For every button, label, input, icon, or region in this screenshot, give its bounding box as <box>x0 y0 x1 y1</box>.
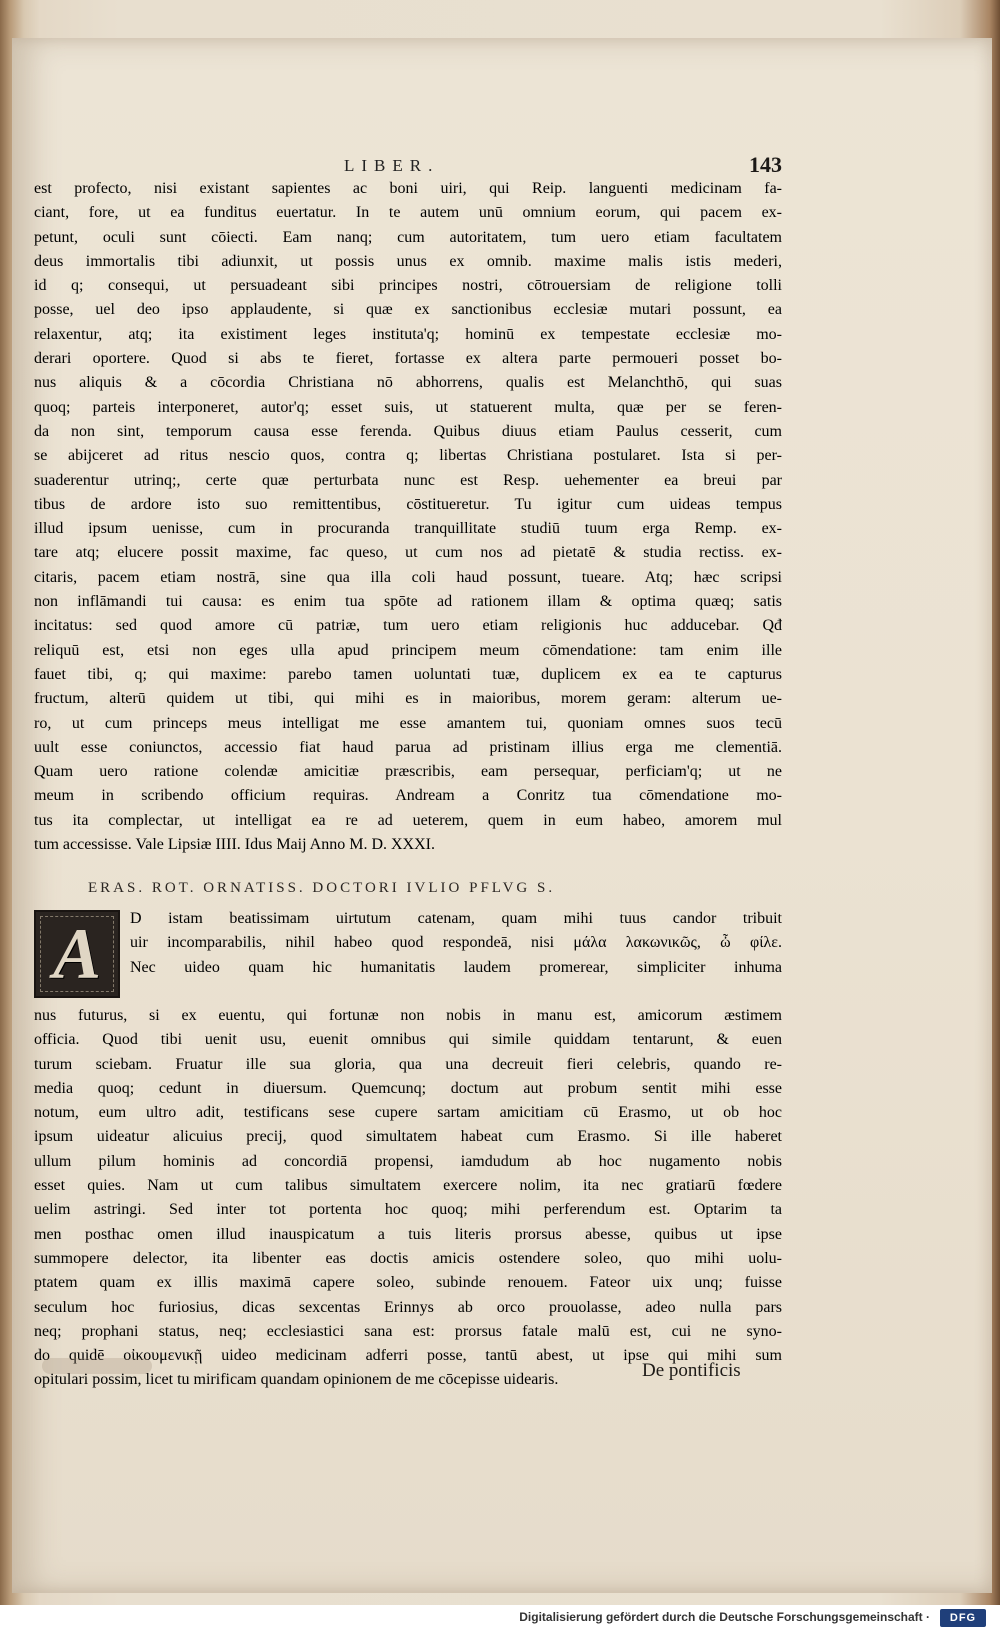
text-line: do quidē οἰκουμενικῇ uideo medicinam adferri posse, tantū abest, ut ipse qui mihi sum <box>34 1347 782 1365</box>
text-line: tum accessisse. Vale Lipsiæ IIII. Idus Maij Anno M. D. XXXI. <box>34 836 435 854</box>
text-line: media quoq; cedunt in diuersum. Quemcunq; doctum aut probum sentit mihi esse <box>34 1079 782 1097</box>
text-line: tare atq; elucere possit maxime, fac queso, ut cum nos ad pietatē & studia rectiss. ex- <box>34 544 782 562</box>
book-page <box>12 38 992 1593</box>
catchword: De pontificis <box>642 1360 741 1381</box>
dfg-logo: DFG <box>940 1609 986 1627</box>
text-line: meum in scribendo officium requiras. Andream a Conritz tua cōmendatione mo- <box>34 787 782 805</box>
text-line: uelim astringi. Sed inter tot portenta hoc quoq; mihi perferendum est. Optarim ta <box>34 1201 782 1219</box>
letter-2-heading: ERAS. ROT. ORNATISS. DOCTORI IVLIO PFLVG S. <box>88 880 556 896</box>
text-line: ro, ut cum princeps meus intelligat me esse amantem tui, quoniam omnes suos tecū <box>34 714 782 732</box>
text-line: neq; prophani status, neq; ecclesiastici sana est: prorsus fatale malū est, cui ne syno- <box>34 1322 782 1340</box>
text-line: non inflāmandi tui causa: es enim tua spōte ad rationem illam & optima quæq; satis <box>34 593 782 611</box>
text-line: deus immortalis tibi adiunxit, ut possis unus ex omnib. maxime malis istis mederi, <box>34 252 782 270</box>
text-line: petunt, oculi sunt cōiecti. Eam nanq; cum autoritatem, tum uero etiam facultatem <box>34 228 782 246</box>
text-line: illud ipsum uenisse, cum in procuranda tranquillitate studiū tuum erga Remp. ex- <box>34 520 782 538</box>
text-line: relaxentur, atq; ita existiment leges instituta'q; hominū ex tempestate ecclesiæ mo- <box>34 325 782 343</box>
text-line: notum, eum ultro adit, testificans sese cupere sartam amicitiam cū Erasmo, ut ob hoc <box>34 1104 782 1122</box>
text-line: posse, uel deo ipso applaudente, si quæ ex sanctionibus ecclesiæ mutari possunt, ea <box>34 301 782 319</box>
decorated-initial <box>34 910 120 998</box>
footer-credit: Digitalisierung gefördert durch die Deutsche Forschungsgemeinschaft · <box>519 1610 930 1624</box>
text-line: summopere delector, ita libenter eas doctis amicis ostendere soleo, quo mihi uolu- <box>34 1249 782 1267</box>
text-line: esset quies. Nam ut cum talibus simultatem exercere nolim, ita nec gratiarū fœdere <box>34 1177 782 1195</box>
text-line: Quam uero ratione colendæ amicitiæ præscribis, eam persequar, perficiam'q; ut ne <box>34 763 782 781</box>
text-line: officia. Quod tibi uenit usu, euenit omnibus qui simile quiddam tentarunt, & euen <box>34 1031 782 1049</box>
text-line: fauet tibi, q; qui maxime: parebo tamen uoluntati tuæ, duplicem ex ea te capturus <box>34 665 782 683</box>
text-line: nus aliquis & a cōcordia Christiana nō abhorrens, qualis est Melanchthō, qui suas <box>34 374 782 392</box>
letter-1-body <box>34 180 782 860</box>
text-line: nus futurus, si ex euentu, qui fortunæ non nobis in manu est, amicorum æstimem <box>34 1007 782 1024</box>
text-line: tibus de ardore isto suo remittentibus, cōstitueretur. Tu igitur cum uideas tempus <box>34 495 782 513</box>
text-line: ptatem quam ex illis maximā capere soleo, subinde renouem. Fateor uix unq; fuisse <box>34 1274 782 1292</box>
text-line: reliquū est, etsi non eges ulla apud principem meum cōmendatione: tam enim ille <box>34 641 782 659</box>
letter-2-opening <box>130 910 782 983</box>
text-line: suaderentur utrinq;, certe quæ perturbata nunc est Resp. uehementer ea breui par <box>34 471 782 489</box>
text-line: uult esse coniunctos, accessio fiat haud parua ad pristinam illius erga me clementiā. <box>34 738 782 756</box>
text-line: tus ita complectar, ut intelligat ea re ad ueterem, quem in eum habeo, amorem mul <box>34 811 782 829</box>
text-line: citaris, pacem etiam nostrā, sine qua illa coli haud possunt, tueare. Atq; hæc scripsi <box>34 568 782 586</box>
text-line: ipsum uideatur alicuius precij, quod simultatem habeat cum Erasmo. Si ille haberet <box>34 1128 782 1146</box>
text-line: est profecto, nisi existant sapientes ac boni uiri, qui Reip. languenti medicinam fa- <box>34 180 782 197</box>
text-line: fructum, alterū quidem ut tibi, qui mihi es in maioribus, morem geram: alterum ue- <box>34 690 782 708</box>
text-line: quoq; parteis interponeret, autor'q; esset suis, ut statuerent multa, quæ per se feren- <box>34 398 782 416</box>
text-line: incitatus: sed quod amore cū patriæ, tum uero etiam religionis huc adducebar. Qđ <box>34 617 782 635</box>
text-line: men posthac omen illud inauspicatum a tuis literis prorsus abesse, quibus ut ipse <box>34 1225 782 1243</box>
text-line: seculum hoc furiosius, dicas sexcentas Erinnys ab orco prouolasse, adeo nulla pars <box>34 1298 782 1316</box>
digitization-footer <box>0 1605 1000 1632</box>
decorated-initial-letter: A <box>52 913 102 994</box>
text-line: D istam beatissimam uirtutum catenam, quam mihi tuus candor tribuit <box>130 910 782 927</box>
text-line: derari oportere. Quod si abs te fieret, fortasse ex altera parte permoueri posset bo- <box>34 350 782 368</box>
text-line: opitulari possim, licet tu mirificam quandam opinionem de me cōcepisse uidearis. <box>34 1371 559 1389</box>
text-line: da non sint, temporum causa esse ferenda. Quibus diuus etiam Paulus cesserit, cum <box>34 422 782 440</box>
text-line: turum sciebam. Fruatur ille sua gloria, qua una decreuit fieri celebris, quando re- <box>34 1055 782 1073</box>
text-line: id q; consequi, ut persuadeant sibi principes nostri, cōtrouersiam de religione tolli <box>34 277 782 295</box>
text-line: uir incomparabilis, nihil habeo quod respondeā, nisi μάλα λακωνικῶς, ὦ φίλε. <box>130 934 782 952</box>
text-line: ciant, fore, ut ea funditus euertatur. In te autem unū omnium eorum, qui pacem ex- <box>34 204 782 222</box>
page-number: 143 <box>749 152 782 177</box>
text-line: Nec uideo quam hic humanitatis laudem promerear, simpliciter inhuma <box>130 958 782 976</box>
running-head-title: LIBER. <box>344 156 440 175</box>
letter-2-body <box>34 1007 782 1396</box>
text-line: ullum pilum hominis ad concordiā propensi, iamdudum ab hoc nugamento nobis <box>34 1152 782 1170</box>
text-line: se abijceret ad ritus nescio quos, contra q; libertas Christiana postularet. Ista si per- <box>34 447 782 465</box>
page-stain <box>42 1358 152 1374</box>
